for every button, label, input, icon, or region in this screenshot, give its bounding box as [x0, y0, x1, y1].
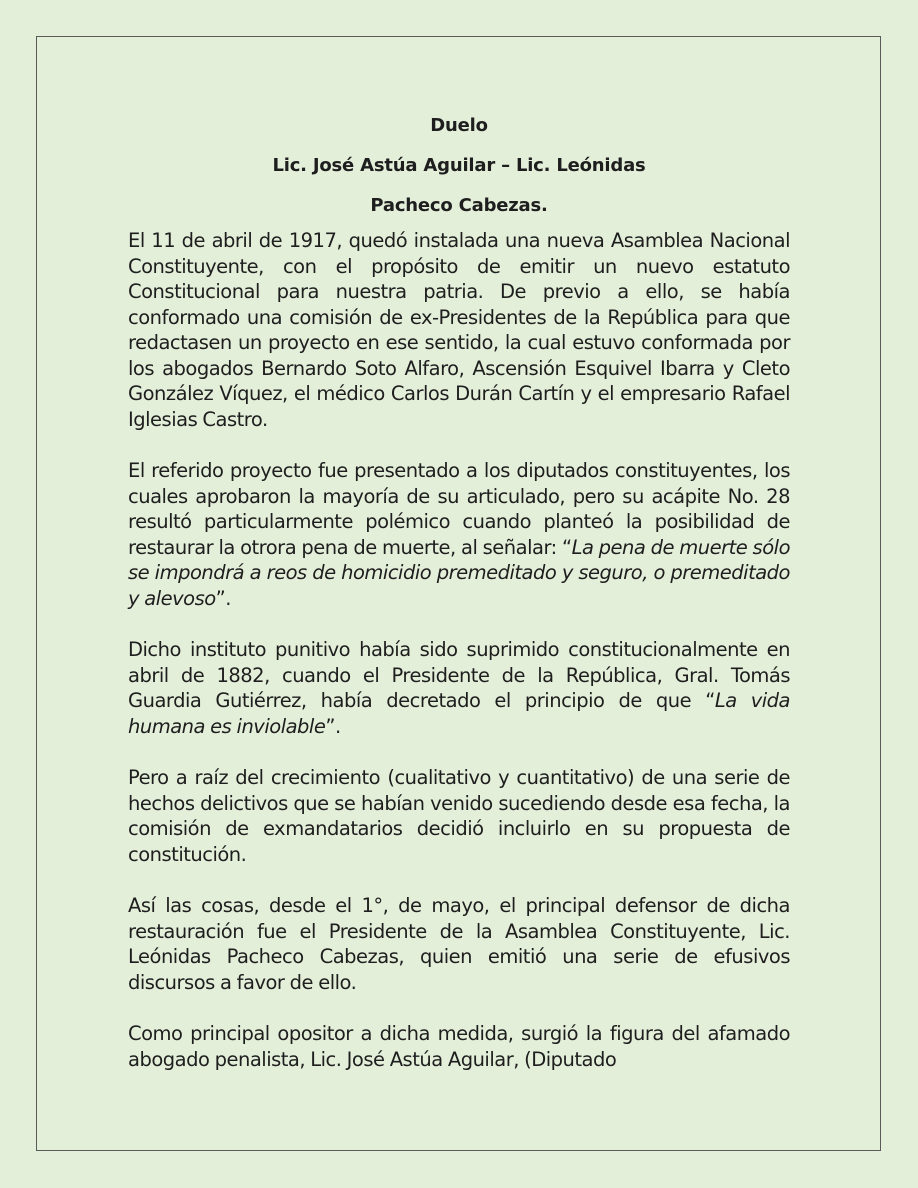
paragraph-2-end: ”.: [215, 586, 231, 610]
paragraph-2: [128, 458, 790, 611]
paragraph-5: Así las cosas, desde el 1°, de mayo, el principal defensor de dicha restauración fue el Presidente de la Asamblea Constituyente, Lic. Leónidas Pacheco Cabezas, quien emitió una serie de efusivos discursos a favor de ello.: [128, 894, 790, 994]
document-subtitle-line-2: Pacheco Cabezas.: [370, 195, 548, 216]
paragraph-4: Pero a raíz del crecimiento (cualitativo y cuantitativo) de una serie de hechos delictivos que se habían venido sucediendo desde esa fecha, la comisión de exmandatarios decidió incluirlo en su propuesta de constitución.: [128, 766, 790, 866]
paragraph-3-quote: La vida humana es inviolable: [128, 689, 790, 738]
paragraph-2-intro: El referido proyecto fue presentado a los diputados constituyentes, los cuales aprobaron la mayoría de su articulado, pero su acápite No. 28 resultó particularmente polémico cuando planteó la posibilidad de restaurar la otrora pena de muerte, al señalar: “: [128, 459, 790, 559]
paragraph-1: El 11 de abril de 1917, quedó instalada una nueva Asamblea Nacional Constituyente, con el propósito de emitir un nuevo estatuto Constitucional para nuestra patria. De previo a ello, se había conformado una comisión de ex-Presidentes de la República para que redactasen un proyecto en ese sentido, la cual estuvo conformada por los abogados Bernardo Soto Alfaro, Ascensión Esquivel Ibarra y Cleto González Víquez, el médico Carlos Durán Cartín y el empresario Rafael Iglesias Castro.: [128, 229, 790, 431]
document-subtitle-line-1: Lic. José Astúa Aguilar – Lic. Leónidas: [272, 155, 646, 176]
paragraph-3-intro: Dicho instituto punitivo había sido suprimido constitucionalmente en abril de 1882, cuando el Presidente de la República, Gral. Tomás Guardia Gutiérrez, había decretado el principio de que “: [128, 638, 790, 712]
document-body: [128, 106, 790, 1098]
paragraph-3-end: ”.: [325, 714, 341, 738]
paragraph-3: [128, 637, 790, 739]
document-title: Duelo: [430, 115, 488, 136]
paragraph-2-quote: La pena de muerte sólo se impondrá a reos de homicidio premeditado y seguro, o premeditado y alevoso: [128, 535, 790, 610]
paragraph-6: Como principal opositor a dicha medida, surgió la figura del afamado abogado penalista, Lic. José Astúa Aguilar, (Diputado: [128, 1022, 790, 1071]
